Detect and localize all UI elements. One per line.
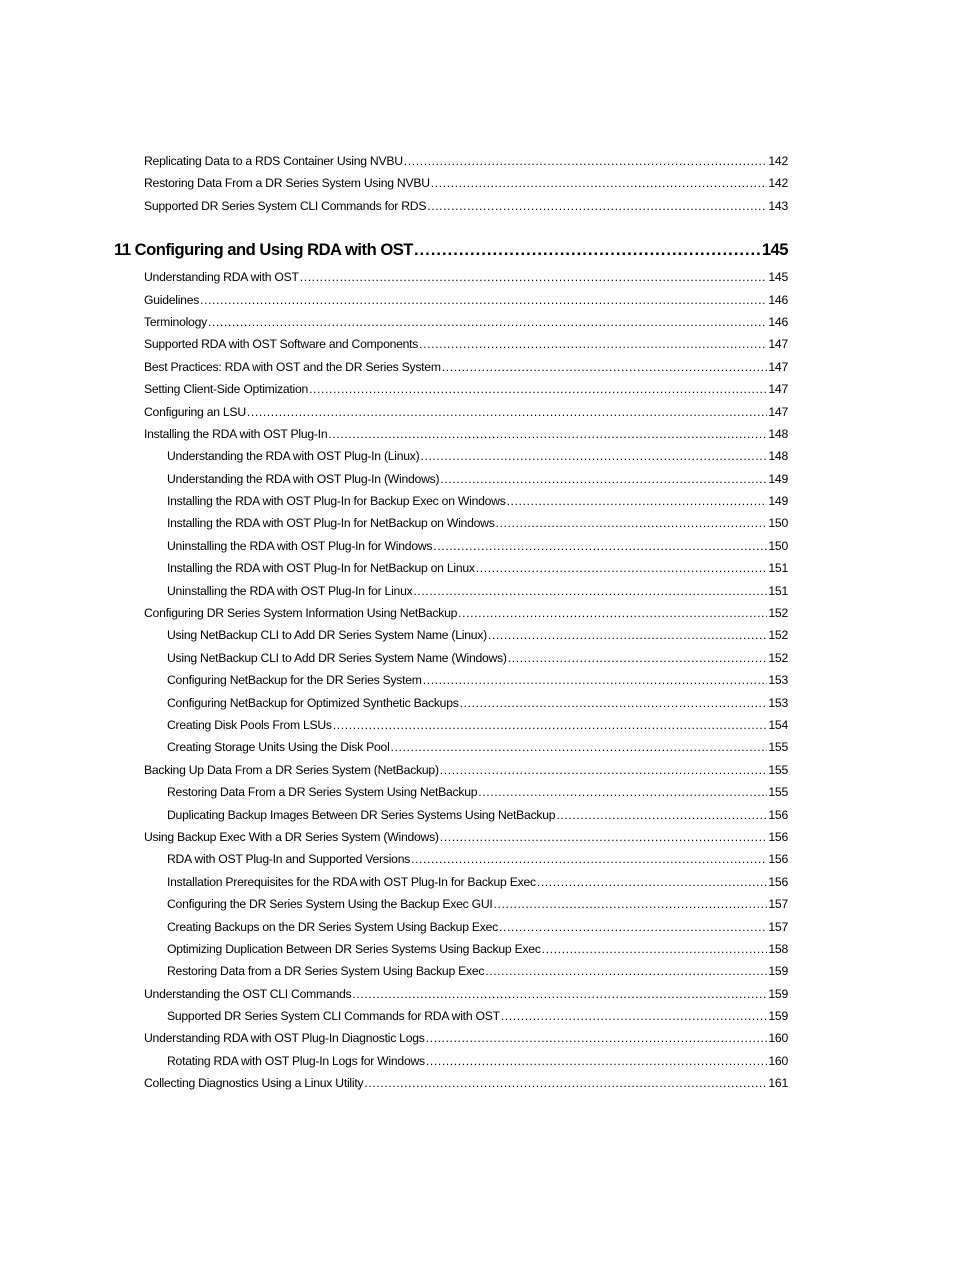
- toc-entry-page-number: 160: [768, 1053, 788, 1068]
- toc-dot-leader: [507, 490, 768, 512]
- toc-entry-title: Understanding the RDA with OST Plug-In (Linux): [167, 449, 420, 464]
- toc-entry-page-number: 143: [768, 198, 788, 213]
- toc-entry-page-number: 142: [768, 176, 788, 191]
- toc-entry[interactable]: [114, 602, 788, 624]
- toc-entry-title: Supported DR Series System CLI Commands for RDA with OST: [167, 1009, 500, 1024]
- toc-entry[interactable]: [114, 759, 788, 781]
- toc-entry-title: Supported RDA with OST Software and Components: [144, 337, 419, 352]
- toc-dot-leader: [391, 736, 768, 758]
- table-of-contents: [114, 150, 788, 1095]
- toc-entry-title: Creating Storage Units Using the Disk Pool: [167, 740, 390, 755]
- toc-entry-title: Uninstalling the RDA with OST Plug-In for Linux: [167, 583, 413, 598]
- toc-dot-leader: [485, 960, 767, 982]
- toc-dot-leader: [488, 624, 767, 646]
- toc-entry[interactable]: [114, 871, 788, 893]
- toc-entry-title: Duplicating Backup Images Between DR Series Systems Using NetBackup: [167, 807, 556, 822]
- toc-entry[interactable]: [114, 423, 788, 445]
- toc-entry-page-number: 155: [768, 785, 788, 800]
- toc-dot-leader: [440, 826, 768, 848]
- toc-entry[interactable]: [114, 266, 788, 288]
- toc-dot-leader: [537, 871, 768, 893]
- toc-dot-leader: [247, 401, 768, 423]
- toc-entry-page-number: 149: [768, 494, 788, 509]
- toc-entry-title: Installation Prerequisites for the RDA with OST Plug-In for Backup Exec: [167, 874, 536, 889]
- toc-entry-title: Using NetBackup CLI to Add DR Series System Name (Windows): [167, 650, 507, 665]
- toc-entry-page-number: 148: [768, 449, 788, 464]
- toc-entry-page-number: 152: [768, 606, 788, 621]
- toc-dot-leader: [300, 266, 768, 288]
- toc-dot-leader: [442, 356, 768, 378]
- toc-entry[interactable]: [114, 1027, 788, 1049]
- toc-entry-page-number: 156: [768, 807, 788, 822]
- toc-dot-leader: [404, 150, 768, 172]
- toc-entry-page-number: 146: [768, 314, 788, 329]
- toc-entry-page-number: 149: [768, 471, 788, 486]
- toc-entry-page-number: 157: [768, 897, 788, 912]
- toc-entry-page-number: 150: [768, 538, 788, 553]
- toc-entry-title: Creating Backups on the DR Series System Using Backup Exec: [167, 919, 498, 934]
- toc-dot-leader: [542, 938, 768, 960]
- toc-dot-leader: [328, 423, 767, 445]
- toc-entry-page-number: 154: [768, 717, 788, 732]
- toc-entry[interactable]: [114, 445, 788, 467]
- toc-entry[interactable]: [114, 490, 788, 512]
- toc-entry-page-number: 161: [768, 1076, 788, 1091]
- toc-entry-page-number: 156: [768, 852, 788, 867]
- toc-entry-title: Using NetBackup CLI to Add DR Series System Name (Linux): [167, 628, 487, 643]
- toc-entry-title: Collecting Diagnostics Using a Linux Utility: [144, 1076, 364, 1091]
- toc-entry-title: Understanding the RDA with OST Plug-In (Windows): [167, 471, 440, 486]
- toc-dot-leader: [411, 848, 767, 870]
- toc-entry-page-number: 152: [768, 650, 788, 665]
- toc-entry[interactable]: [114, 535, 788, 557]
- toc-entry-page-number: 147: [768, 359, 788, 374]
- toc-dot-leader: [423, 669, 768, 691]
- toc-entry-page-number: 158: [768, 941, 788, 956]
- toc-entry[interactable]: [114, 172, 788, 194]
- toc-entry-page-number: 153: [768, 673, 788, 688]
- toc-entry[interactable]: [114, 960, 788, 982]
- toc-entry[interactable]: [114, 692, 788, 714]
- toc-entry[interactable]: [114, 848, 788, 870]
- toc-entry-page-number: 152: [768, 628, 788, 643]
- toc-dot-leader: [420, 445, 767, 467]
- toc-dot-leader: [200, 289, 767, 311]
- toc-dot-leader: [364, 1072, 767, 1094]
- toc-entry-page-number: 155: [768, 762, 788, 777]
- toc-entry-title: Restoring Data From a DR Series System Using NVBU: [144, 176, 430, 191]
- toc-dot-leader: [352, 983, 767, 1005]
- toc-entry-page-number: 147: [768, 404, 788, 419]
- toc-entry-title: Understanding RDA with OST: [144, 270, 299, 285]
- toc-entry-title: Rotating RDA with OST Plug-In Logs for Windows: [167, 1053, 425, 1068]
- toc-entry-page-number: 159: [768, 986, 788, 1001]
- toc-dot-leader: [419, 333, 767, 355]
- toc-entry-title: Installing the RDA with OST Plug-In for Backup Exec on Windows: [167, 494, 506, 509]
- toc-entry-title: RDA with OST Plug-In and Supported Versions: [167, 852, 411, 867]
- toc-entry[interactable]: [114, 401, 788, 423]
- toc-entry-title: Using Backup Exec With a DR Series System (Windows): [144, 829, 439, 844]
- toc-dot-leader: [458, 602, 767, 624]
- toc-dot-leader: [556, 804, 767, 826]
- toc-entry[interactable]: [114, 378, 788, 400]
- toc-entry[interactable]: [114, 983, 788, 1005]
- toc-entry-title: Configuring NetBackup for Optimized Synthetic Backups: [167, 695, 459, 710]
- toc-entry-page-number: 153: [768, 695, 788, 710]
- toc-entry-title: 11 Configuring and Using RDA with OST: [114, 240, 413, 260]
- toc-entry[interactable]: [114, 557, 788, 579]
- toc-entry-title: Configuring the DR Series System Using the Backup Exec GUI: [167, 897, 493, 912]
- toc-entry[interactable]: [114, 916, 788, 938]
- toc-dot-leader: [208, 311, 767, 333]
- toc-dot-leader: [476, 557, 768, 579]
- toc-entry[interactable]: [114, 1005, 788, 1027]
- toc-entry-page-number: 142: [768, 154, 788, 168]
- toc-entry-title: Configuring DR Series System Information Using NetBackup: [144, 606, 458, 621]
- toc-entry[interactable]: [114, 624, 788, 646]
- toc-entry[interactable]: [114, 333, 788, 355]
- toc-entry[interactable]: [114, 289, 788, 311]
- toc-entry-page-number: 159: [768, 964, 788, 979]
- toc-entry-title: Best Practices: RDA with OST and the DR Series System: [144, 359, 441, 374]
- toc-entry-page-number: 147: [768, 382, 788, 397]
- toc-entry-page-number: 151: [768, 561, 788, 576]
- toc-entry-page-number: 145: [768, 270, 788, 285]
- toc-dot-leader: [508, 647, 768, 669]
- toc-entry[interactable]: [114, 669, 788, 691]
- toc-entry-title: Supported DR Series System CLI Commands for RDS: [144, 198, 427, 213]
- toc-entry-title: Configuring an LSU: [144, 404, 246, 419]
- toc-entry-title: Optimizing Duplication Between DR Series Systems Using Backup Exec: [167, 941, 541, 956]
- toc-entry-title: Creating Disk Pools From LSUs: [167, 717, 332, 732]
- toc-entry-title: Guidelines: [144, 292, 200, 307]
- toc-entry[interactable]: [114, 195, 788, 217]
- toc-entry[interactable]: [114, 826, 788, 848]
- toc-entry-page-number: 160: [768, 1031, 788, 1046]
- toc-entry-title: Restoring Data From a DR Series System Using NetBackup: [167, 785, 478, 800]
- toc-entry-title: Understanding the OST CLI Commands: [144, 986, 352, 1001]
- toc-entry[interactable]: [114, 1050, 788, 1072]
- toc-dot-leader: [494, 893, 768, 915]
- toc-entry[interactable]: [114, 311, 788, 333]
- toc-dot-leader: [440, 468, 767, 490]
- toc-entry-title: Configuring NetBackup for the DR Series System: [167, 673, 422, 688]
- toc-dot-leader: [460, 692, 768, 714]
- toc-dot-leader: [478, 781, 767, 803]
- toc-entry[interactable]: [114, 150, 788, 172]
- toc-entry[interactable]: [114, 647, 788, 669]
- toc-entry-title: Installing the RDA with OST Plug-In for NetBackup on Windows: [167, 516, 495, 531]
- toc-entry[interactable]: [114, 1072, 788, 1094]
- toc-chapter-heading[interactable]: [114, 235, 788, 265]
- toc-dot-leader: [413, 580, 767, 602]
- toc-entry-page-number: 145: [761, 240, 788, 260]
- toc-entry[interactable]: [114, 356, 788, 378]
- toc-entry-title: Backing Up Data From a DR Series System (NetBackup): [144, 762, 439, 777]
- toc-dot-leader: [501, 1005, 768, 1027]
- toc-dot-leader: [414, 235, 761, 265]
- toc-dot-leader: [427, 195, 767, 217]
- toc-dot-leader: [426, 1027, 768, 1049]
- toc-entry[interactable]: [114, 736, 788, 758]
- toc-entry-title: Installing the RDA with OST Plug-In for NetBackup on Linux: [167, 561, 475, 576]
- toc-entry-title: Uninstalling the RDA with OST Plug-In for Windows: [167, 538, 433, 553]
- toc-entry-title: Setting Client-Side Optimization: [144, 382, 309, 397]
- toc-entry-page-number: 150: [768, 516, 788, 531]
- toc-dot-leader: [431, 172, 768, 194]
- toc-entry-page-number: 156: [768, 874, 788, 889]
- toc-entry[interactable]: [114, 781, 788, 803]
- toc-entry-page-number: 157: [768, 919, 788, 934]
- toc-entry-page-number: 151: [768, 583, 788, 598]
- toc-dot-leader: [433, 535, 767, 557]
- toc-entry[interactable]: [114, 714, 788, 736]
- toc-entry-page-number: 159: [768, 1009, 788, 1024]
- toc-entry-title: Restoring Data from a DR Series System Using Backup Exec: [167, 964, 485, 979]
- toc-entry-title: Replicating Data to a RDS Container Using NVBU: [144, 154, 403, 168]
- toc-entry[interactable]: [114, 804, 788, 826]
- toc-dot-leader: [426, 1050, 768, 1072]
- toc-dot-leader: [309, 378, 767, 400]
- toc-dot-leader: [499, 916, 767, 938]
- toc-entry[interactable]: [114, 580, 788, 602]
- toc-entry-title: Understanding RDA with OST Plug-In Diagnostic Logs: [144, 1031, 425, 1046]
- toc-entry-page-number: 148: [768, 426, 788, 441]
- toc-entry[interactable]: [114, 468, 788, 490]
- toc-entry[interactable]: [114, 938, 788, 960]
- toc-dot-leader: [333, 714, 768, 736]
- toc-entry-page-number: 155: [768, 740, 788, 755]
- toc-entry-title: Installing the RDA with OST Plug-In: [144, 426, 328, 441]
- toc-entry-title: Terminology: [144, 314, 207, 329]
- toc-entry[interactable]: [114, 893, 788, 915]
- toc-entry-page-number: 156: [768, 829, 788, 844]
- toc-entry-page-number: 146: [768, 292, 788, 307]
- toc-dot-leader: [496, 512, 768, 534]
- toc-entry-page-number: 147: [768, 337, 788, 352]
- toc-dot-leader: [440, 759, 768, 781]
- toc-entry[interactable]: [114, 512, 788, 534]
